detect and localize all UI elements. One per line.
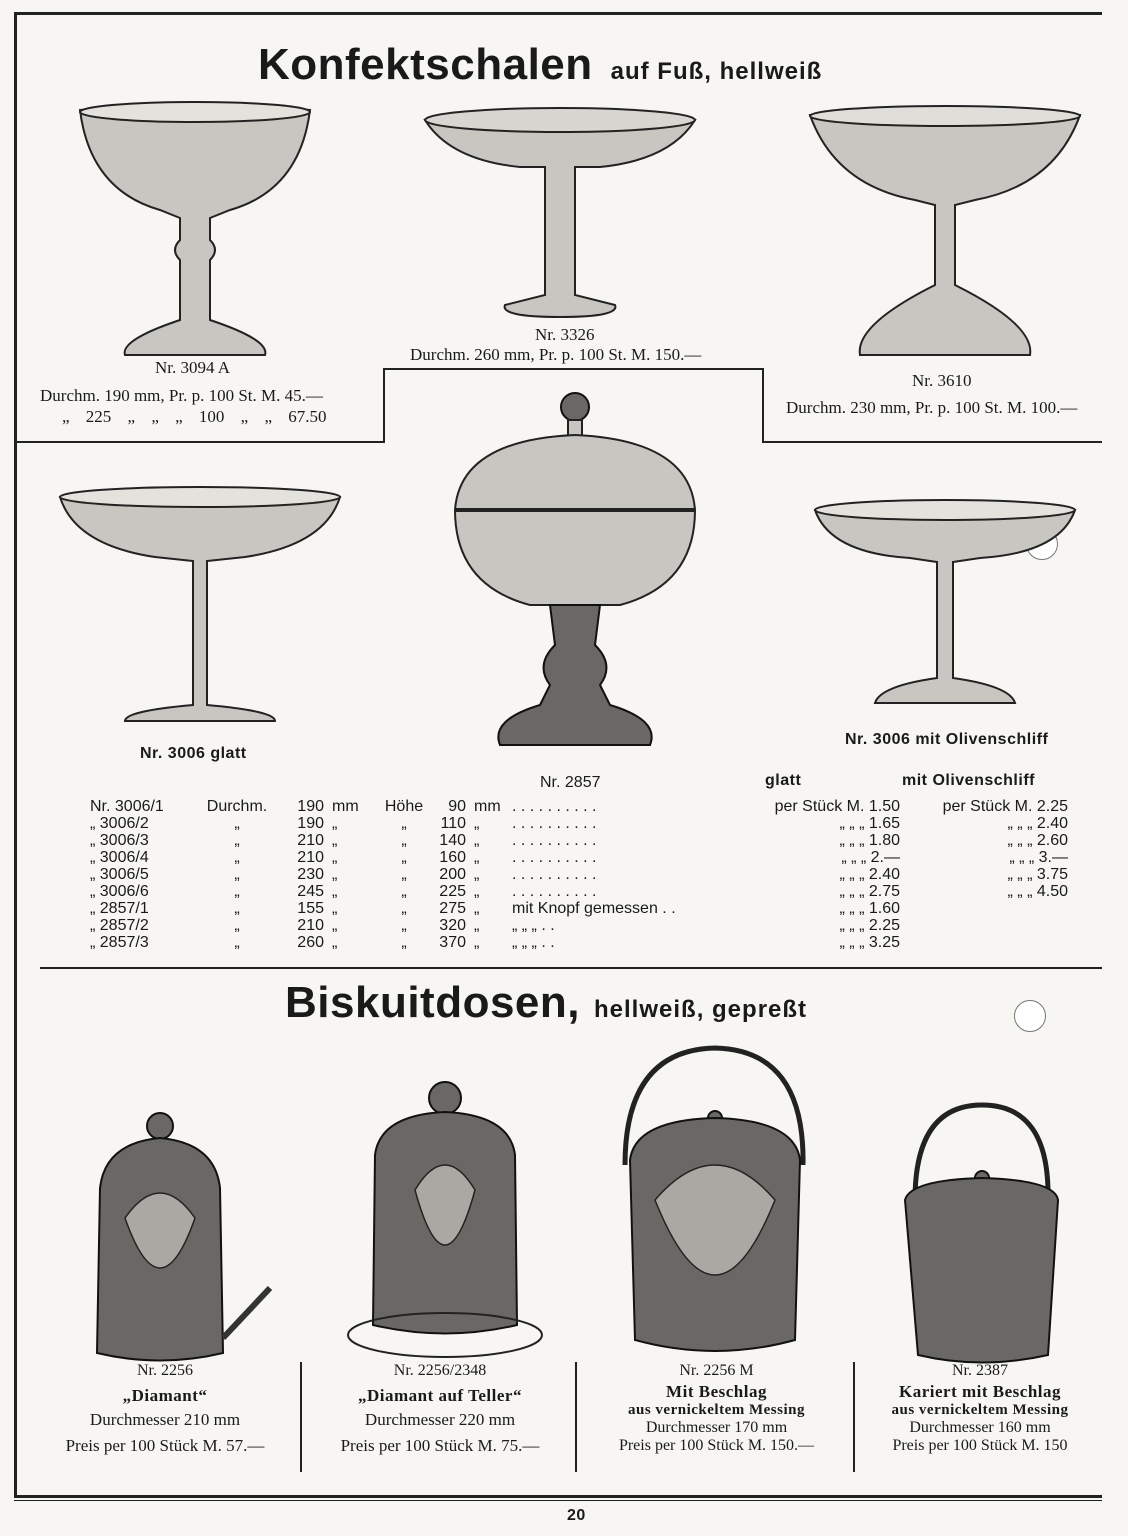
product-image-2857	[450, 385, 700, 760]
row-note: . . . . . . . . . .	[512, 798, 597, 815]
jar-card-2256	[30, 1362, 300, 1456]
caption-nr-3094a: Nr. 3094 A	[155, 358, 231, 377]
row-nr: „ 3006/2	[90, 815, 149, 832]
row-height-unit: „	[474, 866, 480, 883]
jar-nr: Nr. 2256/2348	[393, 1362, 487, 1379]
row-height: 90	[448, 798, 466, 815]
row-height: 110	[440, 815, 466, 832]
row-price-oliven	[904, 934, 1072, 951]
row-diam: 155	[297, 900, 324, 917]
row-height: 225	[439, 883, 466, 900]
row-price-oliven: „ „ „ 2.60	[1007, 832, 1068, 849]
row-price-glatt: „ „ „ 3.25	[839, 934, 900, 951]
row-nr: „ 3006/5	[90, 866, 149, 883]
jar-card-2256-2348	[305, 1362, 575, 1456]
row-price-glatt: „ „ „ 2.—	[841, 849, 900, 866]
row-height-unit: „	[474, 815, 480, 832]
caption-3094a-line2: „ 225 „ „ „ 100 „ „ 67.50	[62, 407, 327, 426]
row-price-glatt: „ „ „ 2.25	[839, 917, 900, 934]
row-price-oliven: „ „ „ 3.75	[1007, 866, 1068, 883]
price-table	[86, 798, 1072, 951]
jar-diameter: Durchmesser 160 mm	[909, 1419, 1051, 1436]
row-price-oliven: per Stück M. 2.25	[942, 798, 1068, 815]
product-image-2256m	[615, 1040, 815, 1365]
row-diam-label: „	[234, 883, 240, 900]
row-diam-label: „	[234, 849, 240, 866]
jar-name: „Diamant“	[122, 1386, 208, 1405]
section-konfektschalen-heading	[258, 40, 822, 90]
row-diam: 190	[297, 798, 324, 815]
row-diam: 210	[297, 832, 324, 849]
page-frame-bottom-thin	[14, 1500, 1102, 1501]
table-row	[86, 917, 1072, 934]
section-title: Konfektschalen	[258, 40, 593, 89]
caption-nr-3006-glatt: Nr. 3006 glatt	[140, 745, 247, 762]
product-image-3326	[420, 105, 700, 320]
row-note: „ „ „ . .	[512, 917, 555, 934]
jar-name: Mit Beschlag	[666, 1382, 767, 1401]
row-height-label: „	[401, 832, 407, 849]
row-height-label: Höhe	[384, 798, 424, 815]
row-height-label: „	[401, 900, 407, 917]
caption-nr-3326: Nr. 3326	[535, 325, 595, 344]
caption-3326-line1: Durchm. 260 mm, Pr. p. 100 St. M. 150.—	[410, 345, 702, 364]
jar-card-2256m	[580, 1362, 853, 1455]
product-image-2387	[900, 1100, 1065, 1365]
price-table-body	[86, 798, 1072, 951]
row-price-oliven	[904, 917, 1072, 934]
row-height-unit: „	[474, 849, 480, 866]
jar-diameter: Durchmesser 210 mm	[89, 1410, 241, 1429]
table-row	[86, 849, 1072, 866]
column-divider-1	[300, 1362, 302, 1472]
row-diam: 230	[297, 866, 324, 883]
jar-price: Preis per 100 Stück M. 57.—	[65, 1436, 265, 1455]
jar-nr: Nr. 2387	[952, 1362, 1008, 1379]
jar-name: Kariert mit Beschlag	[898, 1382, 1061, 1401]
divider-left-vertical	[383, 368, 385, 443]
row-diam: 190	[297, 815, 324, 832]
row-diam-label: „	[234, 832, 240, 849]
row-note: . . . . . . . . . .	[512, 832, 597, 849]
row-nr: „ 3006/3	[90, 832, 149, 849]
product-image-2256-2348	[345, 1080, 555, 1365]
jar-nr: Nr. 2256	[137, 1362, 193, 1379]
row-price-glatt: „ „ „ 1.65	[839, 815, 900, 832]
row-height-unit: „	[474, 832, 480, 849]
row-price-glatt: per Stück M. 1.50	[774, 798, 900, 815]
row-diam-unit: „	[332, 849, 338, 866]
row-height-label: „	[401, 866, 407, 883]
section-subtitle: auf Fuß, hellweiß	[610, 58, 823, 85]
section2-subtitle: hellweiß, gepreßt	[594, 996, 808, 1023]
table-header-oliven: mit Olivenschliff	[902, 772, 1035, 789]
row-diam-unit: „	[332, 917, 338, 934]
row-nr: „ 2857/2	[90, 917, 149, 934]
row-diam-label: „	[234, 934, 240, 951]
row-nr: „ 2857/1	[90, 900, 149, 917]
row-height-label: „	[401, 917, 407, 934]
page-number: 20	[567, 1507, 586, 1524]
row-height: 160	[439, 849, 466, 866]
row-nr: „ 2857/3	[90, 934, 149, 951]
row-diam-unit: „	[332, 815, 338, 832]
row-height-label: „	[401, 883, 407, 900]
page-frame-bottom	[14, 1495, 1102, 1498]
jar-nr: Nr. 2256 M	[679, 1362, 754, 1379]
table-row	[86, 866, 1072, 883]
product-image-3610	[805, 105, 1085, 360]
row-diam-label: „	[234, 917, 240, 934]
jar-extra: aus vernickeltem Messing	[891, 1402, 1069, 1418]
jar-price: Preis per 100 Stück M. 150.—	[618, 1437, 815, 1454]
product-image-3006-glatt	[55, 485, 345, 730]
row-height-unit: „	[474, 883, 480, 900]
row-height-label: „	[401, 815, 407, 832]
section-biskuitdosen-heading	[285, 978, 807, 1028]
row-height-unit: „	[474, 934, 480, 951]
row-price-oliven: „ „ „ 3.—	[1009, 849, 1068, 866]
divider-left	[14, 441, 384, 443]
row-price-oliven: „ „ „ 4.50	[1007, 883, 1068, 900]
row-note: . . . . . . . . . .	[512, 883, 597, 900]
row-diam: 245	[297, 883, 324, 900]
page-frame-left	[14, 12, 17, 1498]
row-note: . . . . . . . . . .	[512, 849, 597, 866]
row-note: . . . . . . . . . .	[512, 815, 597, 832]
row-diam-label: „	[234, 866, 240, 883]
jar-name: „Diamant auf Teller“	[358, 1386, 522, 1405]
table-row	[86, 832, 1072, 849]
row-price-glatt: „ „ „ 1.80	[839, 832, 900, 849]
row-note: mit Knopf gemessen . .	[512, 900, 676, 917]
row-height: 275	[439, 900, 466, 917]
table-row	[86, 883, 1072, 900]
jar-diameter: Durchmesser 220 mm	[364, 1410, 516, 1429]
product-image-2256	[95, 1108, 285, 1363]
row-nr: „ 3006/4	[90, 849, 149, 866]
column-divider-2	[575, 1362, 577, 1472]
row-height: 320	[439, 917, 466, 934]
row-height: 140	[439, 832, 466, 849]
row-diam-unit: „	[332, 832, 338, 849]
row-diam-unit: „	[332, 934, 338, 951]
row-height-unit: „	[474, 900, 480, 917]
row-note: „ „ „ . .	[512, 934, 555, 951]
row-diam: 210	[297, 849, 324, 866]
row-diam-unit: „	[332, 883, 338, 900]
row-diam: 210	[297, 917, 324, 934]
row-diam-label: „	[234, 815, 240, 832]
caption-nr-3006-oliven: Nr. 3006 mit Olivenschliff	[845, 731, 1049, 748]
jar-price: Preis per 100 Stück M. 75.—	[340, 1436, 540, 1455]
row-note: . . . . . . . . . .	[512, 866, 597, 883]
row-price-glatt: „ „ „ 1.60	[839, 900, 900, 917]
row-height-label: „	[401, 934, 407, 951]
row-price-glatt: „ „ „ 2.40	[839, 866, 900, 883]
punch-hole-bottom	[1014, 1000, 1046, 1032]
jar-card-2387	[860, 1362, 1100, 1455]
row-diam: 260	[297, 934, 324, 951]
row-diam-unit: mm	[332, 798, 359, 815]
table-row	[86, 934, 1072, 951]
row-height-unit: „	[474, 917, 480, 934]
divider-right-vertical	[762, 368, 764, 443]
section-divider	[40, 967, 1102, 969]
caption-nr-3610: Nr. 3610	[912, 371, 972, 390]
row-price-oliven	[904, 900, 1072, 917]
row-diam-unit: „	[332, 866, 338, 883]
row-height-label: „	[401, 849, 407, 866]
row-height-unit: mm	[474, 798, 501, 815]
page-frame-top	[14, 12, 1102, 15]
divider-right	[762, 441, 1102, 443]
jar-price: Preis per 100 Stück M. 150	[892, 1437, 1068, 1454]
row-nr: „ 3006/6	[90, 883, 149, 900]
row-price-oliven: „ „ „ 2.40	[1007, 815, 1068, 832]
row-price-glatt: „ „ „ 2.75	[839, 883, 900, 900]
caption-3094a-line1: Durchm. 190 mm, Pr. p. 100 St. M. 45.—	[40, 386, 323, 405]
caption-3610-line1: Durchm. 230 mm, Pr. p. 100 St. M. 100.—	[786, 398, 1078, 417]
table-row	[86, 815, 1072, 832]
table-row	[86, 798, 1072, 815]
jar-diameter: Durchmesser 170 mm	[645, 1419, 788, 1436]
section2-title: Biskuitdosen,	[285, 978, 580, 1027]
row-height: 200	[439, 866, 466, 883]
table-row	[86, 900, 1072, 917]
column-divider-3	[853, 1362, 855, 1472]
row-diam-unit: „	[332, 900, 338, 917]
row-nr: Nr. 3006/1	[90, 798, 164, 815]
table-header-glatt: glatt	[765, 772, 802, 789]
price-table-grid	[86, 798, 1072, 951]
row-height: 370	[439, 934, 466, 951]
product-image-3006-oliven	[810, 498, 1080, 713]
divider-middle	[383, 368, 763, 370]
jar-extra: aus vernickeltem Messing	[628, 1402, 805, 1418]
caption-nr-2857: Nr. 2857	[540, 774, 601, 791]
row-diam-label: „	[234, 900, 240, 917]
row-diam-label: Durchm.	[206, 798, 268, 815]
product-image-3094a	[70, 100, 320, 360]
